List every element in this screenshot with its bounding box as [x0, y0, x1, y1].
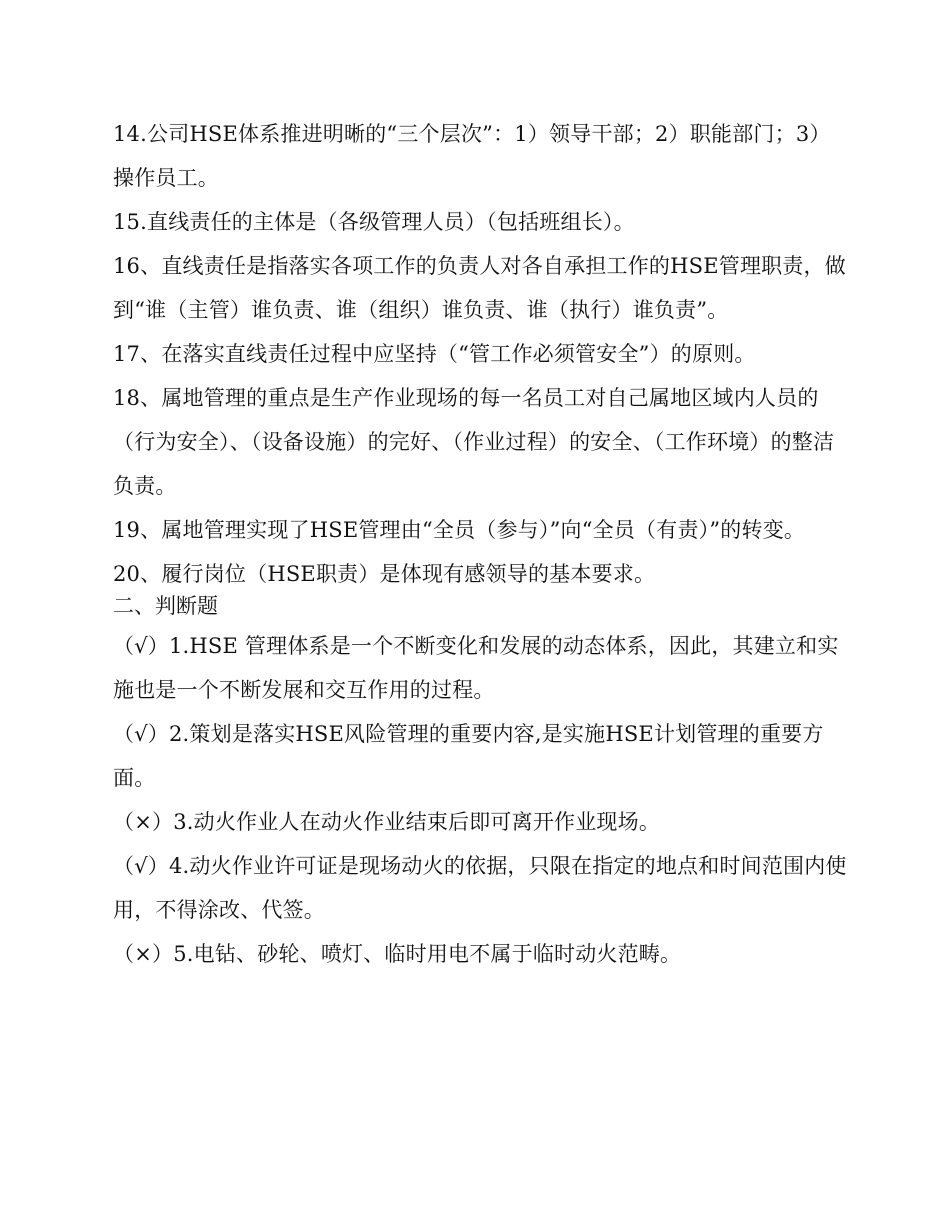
- fill-in-item-15: 15.直线责任的主体是（各级管理人员）（包括班组长）。: [113, 210, 635, 234]
- section-heading-true-false: 二、判断题: [113, 594, 218, 618]
- true-false-item-1: （√）1.HSE 管理体系是一个不断变化和发展的动态体系，因此，其建立和实施也是一个不断发展和交互作用的过程。: [113, 634, 839, 702]
- document-body: [113, 112, 848, 976]
- true-false-item-3: （×）3.动火作业人在动火作业结束后即可离开作业现场。: [113, 810, 661, 834]
- fill-in-item-20: 20、履行岗位（HSE职责）是体现有感领导的基本要求。: [113, 562, 656, 586]
- fill-in-item-17: 17、在落实直线责任过程中应坚持（“管工作必须管安全”）的原则。: [113, 342, 756, 366]
- fill-in-item-18: 18、属地管理的重点是生产作业现场的每一名员工对自己属地区域内人员的（行为安全）、（设备设施）的完好、（作业过程）的安全、（工作环境）的整洁负责。: [113, 386, 835, 498]
- fill-in-item-14: 14.公司HSE体系推进明晰的“三个层次”：1）领导干部；2）职能部门；3）操作员工。: [113, 122, 831, 190]
- true-false-item-4: （√）4.动火作业许可证是现场动火的依据，只限在指定的地点和时间范围内使用，不得涂改、代签。: [113, 854, 847, 922]
- true-false-item-2: （√）2.策划是落实HSE风险管理的重要内容,是实施HSE计划管理的重要方面。: [113, 722, 824, 790]
- fill-in-item-19: 19、属地管理实现了HSE管理由“全员（参与）”向“全员（有责）”的转变。: [113, 518, 806, 542]
- fill-in-item-16: 16、直线责任是指落实各项工作的负责人对各自承担工作的HSE管理职责，做到“谁（主管）谁负责、谁（组织）谁负责、谁（执行）谁负责”。: [113, 254, 846, 322]
- true-false-item-5: （×）5.电钻、砂轮、喷灯、临时用电不属于临时动火范畴。: [113, 942, 682, 966]
